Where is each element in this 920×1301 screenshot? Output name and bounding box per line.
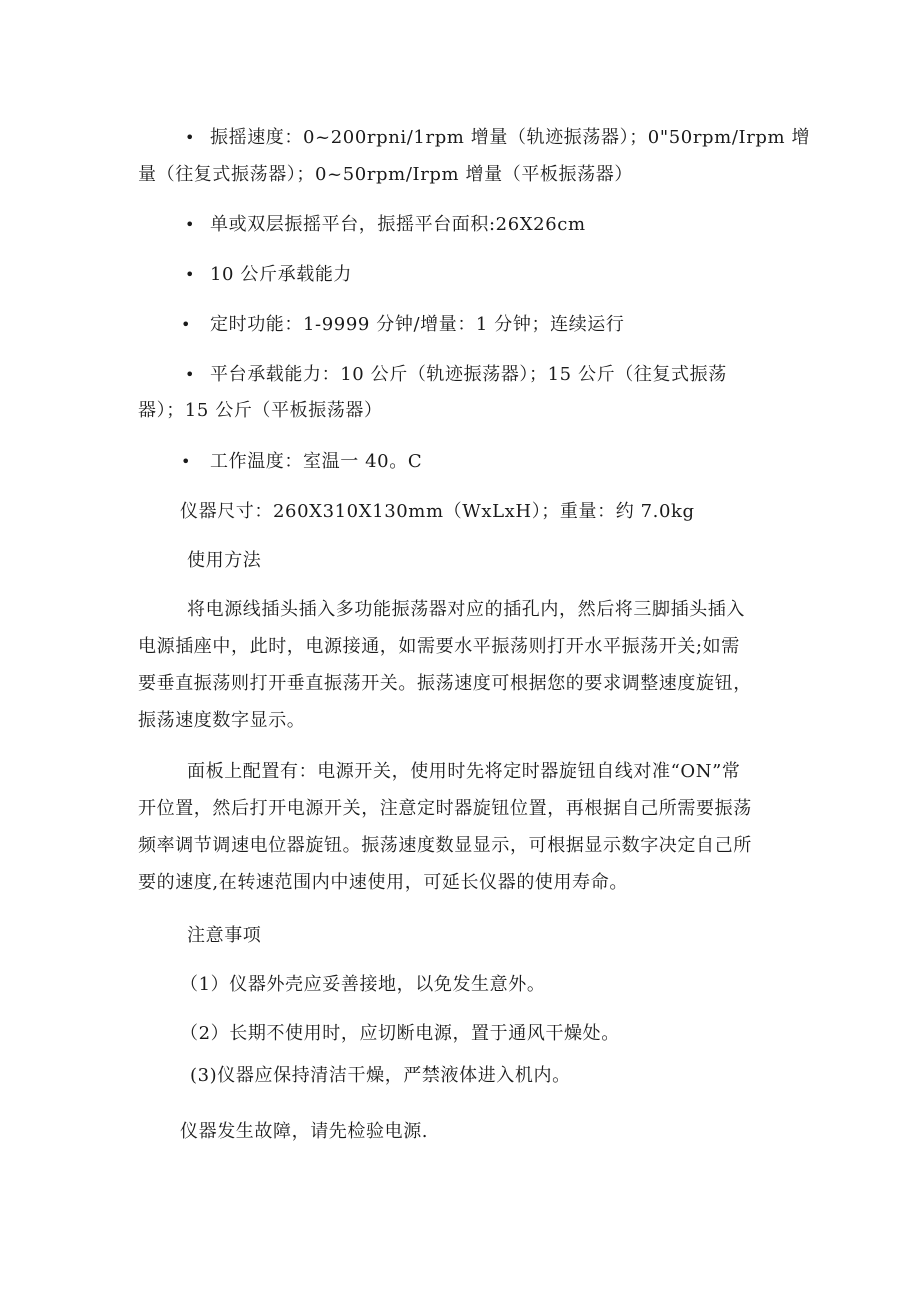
- spec-speed-line-1: 振摇速度：0~200rpni/1rpm 增量（轨迹振荡器）；0"50rpm/Irpm 增: [210, 127, 811, 148]
- note-item-1: （1）仪器外壳应妥善接地，以免发生意外。: [180, 974, 546, 995]
- spec-dimensions: 仪器尺寸：260X310X130mm（WxLxH）；重量：约 7.0kg: [180, 501, 695, 522]
- usage-heading: 使用方法: [187, 550, 262, 571]
- notes-heading: 注意事项: [187, 925, 262, 946]
- bullet-marker: •: [185, 265, 195, 284]
- usage-para2-line-3: 频率调节调速电位器旋钮。振荡速度数显显示，可根据显示数字决定自己所: [138, 835, 752, 856]
- spec-platform: 单或双层振摇平台，振摇平台面积:26X26cm: [210, 214, 586, 235]
- bullet-marker: •: [185, 365, 195, 384]
- bullet-marker: •: [181, 452, 191, 471]
- usage-para2-line-4: 要的速度,在转速范围内中速使用，可延长仪器的使用寿命。: [138, 872, 628, 893]
- usage-para2-line-2: 开位置，然后打开电源开关，注意定时器旋钮位置，再根据自己所需要振荡: [138, 798, 752, 819]
- usage-para2-line-1: 面板上配置有：电源开关，使用时先将定时器旋钮自线对准“ON”常: [187, 761, 741, 782]
- usage-para1-line-4: 振荡速度数字显示。: [138, 710, 306, 731]
- note-item-2: （2）长期不使用时，应切断电源，置于通风干燥处。: [180, 1023, 620, 1044]
- note-item-3: (3)仪器应保持清洁干燥，严禁液体进入机内。: [190, 1065, 571, 1086]
- bullet-marker: •: [185, 215, 195, 234]
- spec-capacity: 10 公斤承载能力: [210, 264, 353, 285]
- footer-note: 仪器发生故障，请先检验电源.: [180, 1121, 429, 1142]
- spec-load-line-1: 平台承载能力：10 公斤（轨迹振荡器）；15 公斤（往复式振荡: [210, 364, 727, 385]
- spec-speed-line-2: 量（往复式振荡器）；0~50rpm/Irpm 增量（平板振荡器）: [138, 164, 633, 185]
- spec-temperature: 工作温度：室温一 40。C: [210, 451, 423, 472]
- usage-para1-line-1: 将电源线插头插入多功能振荡器对应的插孔内，然后将三脚插头插入: [187, 599, 745, 620]
- spec-load-line-2: 器）；15 公斤（平板振荡器）: [138, 400, 383, 421]
- usage-para1-line-2: 电源插座中，此时，电源接通，如需要水平振荡则打开水平振荡开关;如需: [138, 636, 740, 657]
- bullet-marker: •: [185, 128, 195, 147]
- bullet-marker: •: [181, 315, 191, 334]
- usage-para1-line-3: 要垂直振荡则打开垂直振荡开关。振荡速度可根据您的要求调整速度旋钮，: [138, 673, 752, 694]
- spec-timer: 定时功能：1-9999 分钟/增量：1 分钟；连续运行: [210, 314, 625, 335]
